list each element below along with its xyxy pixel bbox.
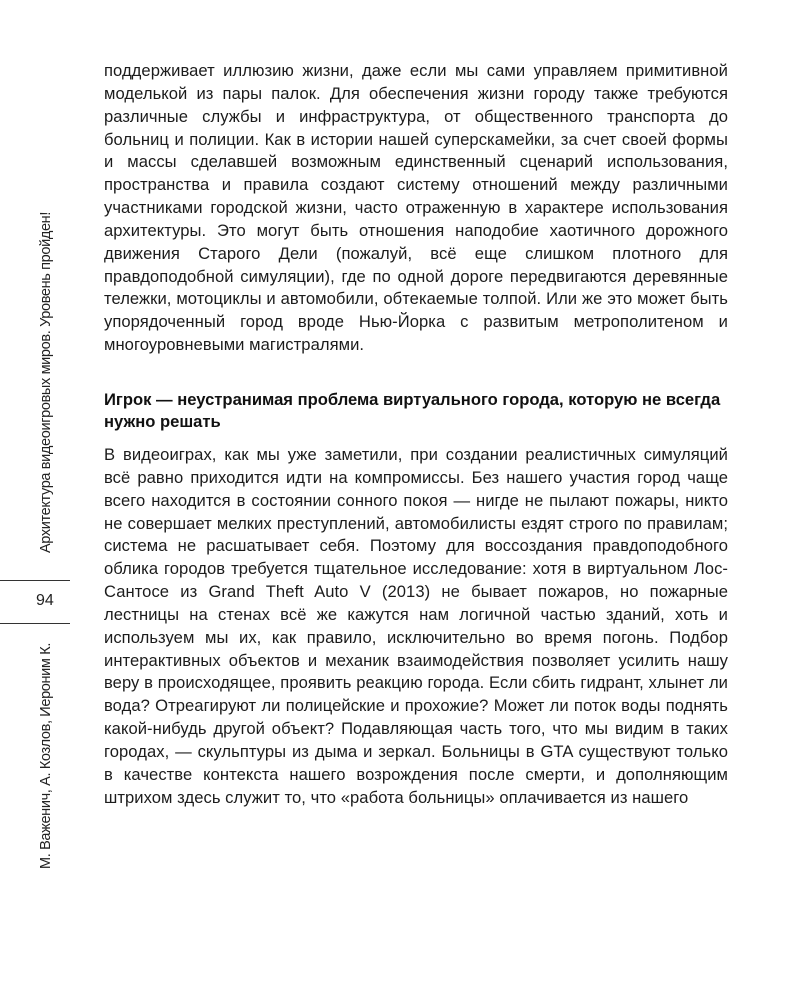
book-authors: М. Важенич, А. Козлов, Иероним К.: [37, 642, 54, 869]
running-head-title: [33, 196, 59, 570]
page-number: 94: [36, 592, 54, 609]
body-paragraph-1: поддерживает иллюзию жизни, даже если мы сами управляем примитивной моделькой из пары палок. Для обеспечения жизни городу также требуются различные службы и инфраструктура, от общественного транспорта до больниц и полиции. Как в истории нашей суперскамейки, за счет своей формы и массы сделавшей возможным единственный сценарий использования, пространства и правила создают систему отношений между различными участниками городской жизни, часто отраженную в характере использования архитектуры. Это могут быть отношения наподобие хаотичного дорожного движения Старого Дели (пожалуй, всё еще слишком плотного для правдоподобной симуляции), где по одной дороге передвигаются деревянные тележки, мотоциклы и автомобили, обтекаемые толпой. Или же это может быть упорядоченный город вроде Нью-Йорка с развитым метрополитеном и многоуровневыми магистралями.: [104, 61, 728, 355]
book-title: Архитектура видеоигровых миров. Уровень пройден!: [37, 212, 54, 554]
margin-rule-bottom: [0, 623, 70, 624]
section-heading: Игрок — неустранимая проблема виртуального города, которую не всегда нужно решать: [104, 389, 721, 432]
text-column: [104, 60, 728, 809]
margin-rule-top: [0, 580, 70, 581]
running-head-authors: [33, 632, 59, 880]
body-paragraph-2: В видеоиграх, как мы уже заметили, при создании реалистичных симуляций всё равно приходится идти на компромиссы. Без нашего участия город чаще всего находится в состоянии сонного покоя — нигде не пылают пожары, никто не совершает мелких преступлений, автомобилисты ездят строго по правилам; система не расшатывает себя. Поэтому для воссоздания правдоподобного облика городов требуется тщательное исследование: хотя в виртуальном Лос-Сантосе из Grand Theft Auto V (2013) не бывает пожаров, но пожарные лестницы на стенах всё же кажутся нам логичной частью зданий, хоть и используем мы их, как правило, исключительно во время погонь. Подбор интерактивных объектов и механик взаимодействия позволяет усилить нашу веру в происходящее, проявить реакцию города. Если сбить гидрант, хлынет ли вода? Отреагируют ли полицейские и прохожие? Может ли поток воды поднять какой-нибудь другой объект? Подавляющая часть того, что мы видим в таких городах, — скульптуры из дыма и зеркал. Больницы в GTA существуют только в качестве контекста нашего возрождения после смерти, и дополняющим штрихом здесь служит то, что «работа больницы» оплачивается из нашего: [104, 444, 728, 807]
